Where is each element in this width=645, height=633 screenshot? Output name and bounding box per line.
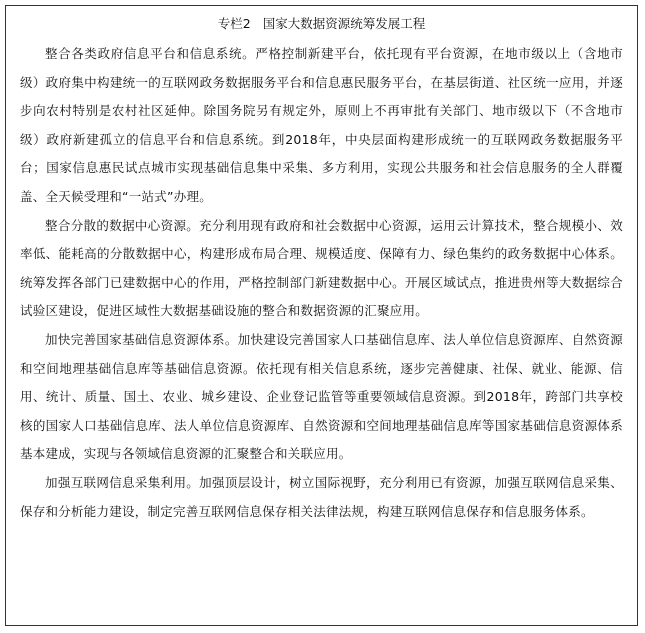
paragraph-basic-info: 加快完善国家基础信息资源体系。加快建设完善国家人口基础信息库、法人单位信息资源库、自然资源和空间地理基础信息库等基础信息资源。依托现有相关信息系统，逐步完善健康、社保、就业、能源、信用、统计、质量、国土、农业、城乡建设、企业登记监管等重要领域信息资源。到2018年，跨部门共享校核的国家人口基础信息库、法人单位信息资源库、自然资源和空间地理基础信息库等国家基础信息资源体系基本建成，实现与各领域信息资源的汇聚整合和关联应用。 <box>20 331 623 462</box>
paragraph-data-centers: 整合分散的数据中心资源。充分利用现有政府和社会数据中心资源，运用云计算技术，整合规模小、效率低、能耗高的分散数据中心，构建形成布局合理、规模适度、保障有力、绿色集约的政务数据中心体系。统筹发挥各部门已建数据中心的作用，严格控制部门新建数据中心。开展区域试点，推进贵州等大数据综合试验区建设，促进区域性大数据基础设施的整合和数据资源的汇聚应用。 <box>20 217 623 319</box>
column-heading: 国家大数据资源统筹发展工程 <box>262 16 426 31</box>
paragraph-platforms: 整合各类政府信息平台和信息系统。严格控制新建平台，依托现有平台资源，在地市级以上（含地市级）政府集中构建统一的互联网政务数据服务平台和信息惠民服务平台，在基层街道、社区统一应用，并逐步向农村特别是农村社区延伸。除国务院另有规定外，原则上不再审批有关部门、地市级以下（不含地市级）政府新建孤立的信息平台和信息系统。到2018年，中央层面构建形成统一的互联网政务数据服务平台；国家信息惠民试点城市实现基础信息集中采集、多方利用，实现公共服务和社会信息服务的全人群覆盖、全天候受理和“一站式”办理。 <box>20 46 623 204</box>
column-title <box>20 12 623 36</box>
column-number: 专栏2 <box>217 16 251 31</box>
paragraph-internet-info: 加强互联网信息采集利用。加强顶层设计，树立国际视野，充分利用已有资源，加强互联网信息采集、保存和分析能力建设，制定完善互联网信息保存相关法律法规，构建互联网信息保存和信息服务体系。 <box>20 474 623 519</box>
column-box <box>5 5 638 626</box>
